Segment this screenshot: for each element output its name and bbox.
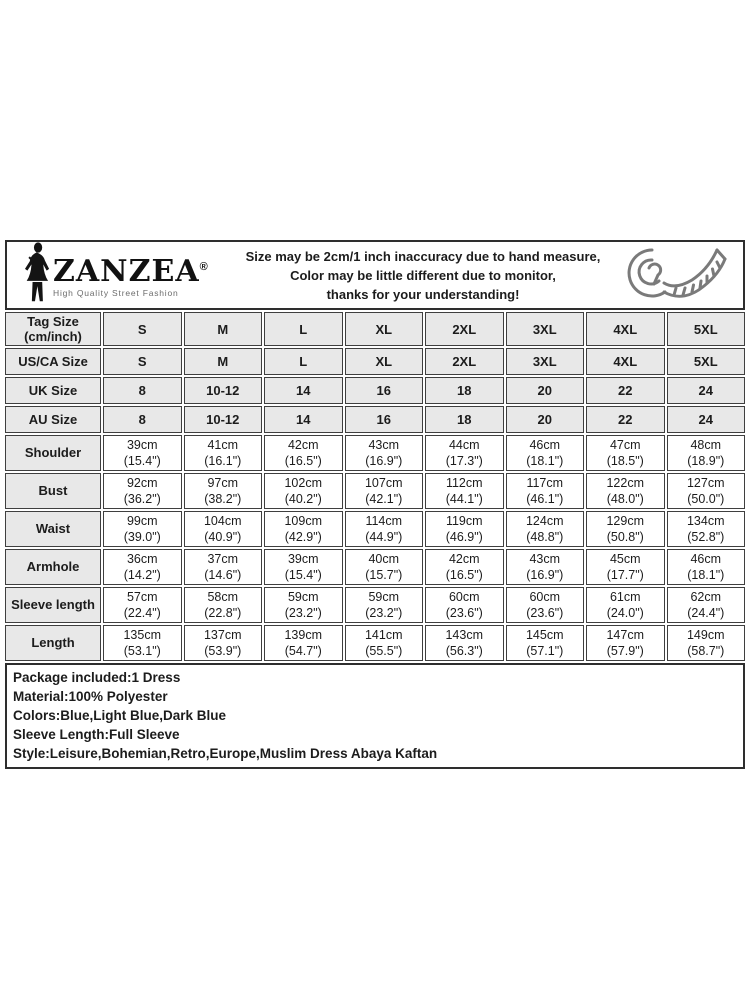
size-cell: XL: [345, 348, 424, 375]
brand-tagline: High Quality Street Fashion: [53, 288, 179, 298]
size-cell: S: [103, 312, 182, 346]
measure-cell: 61cm (24.0"): [586, 587, 665, 623]
measure-cell: 143cm (56.3"): [425, 625, 504, 661]
size-cell: 22: [586, 377, 665, 404]
table-row: [5, 377, 745, 404]
measure-cell: 45cm (17.7"): [586, 549, 665, 585]
size-cell: 16: [345, 406, 424, 433]
size-cell: 14: [264, 406, 343, 433]
measure-cell: 59cm (23.2"): [264, 587, 343, 623]
size-cell: 14: [264, 377, 343, 404]
row-label: Bust: [5, 473, 101, 509]
measure-cell: 42cm (16.5"): [264, 435, 343, 471]
size-cell: 5XL: [667, 312, 746, 346]
size-cell: S: [103, 348, 182, 375]
header-box: [5, 240, 745, 310]
measure-cell: 112cm (44.1"): [425, 473, 504, 509]
table-row: [5, 435, 745, 471]
measure-cell: 40cm (15.7"): [345, 549, 424, 585]
table-row: [5, 348, 745, 375]
size-cell: 20: [506, 377, 585, 404]
size-cell: M: [184, 312, 263, 346]
size-disclaimer: [233, 247, 613, 304]
row-label: Waist: [5, 511, 101, 547]
row-label: AU Size: [5, 406, 101, 433]
size-cell: 8: [103, 406, 182, 433]
size-chart-content: [5, 240, 745, 769]
measure-cell: 127cm (50.0"): [667, 473, 746, 509]
measure-cell: 102cm (40.2"): [264, 473, 343, 509]
size-table: [5, 312, 745, 661]
measure-cell: 60cm (23.6"): [506, 587, 585, 623]
measure-cell: 109cm (42.9"): [264, 511, 343, 547]
measure-cell: 47cm (18.5"): [586, 435, 665, 471]
measure-cell: 119cm (46.9"): [425, 511, 504, 547]
size-cell: 10-12: [184, 377, 263, 404]
measure-cell: 141cm (55.5"): [345, 625, 424, 661]
measure-cell: 46cm (18.1"): [506, 435, 585, 471]
measure-cell: 39cm (15.4"): [103, 435, 182, 471]
measure-cell: 46cm (18.1"): [667, 549, 746, 585]
measure-cell: 122cm (48.0"): [586, 473, 665, 509]
measure-cell: 60cm (23.6"): [425, 587, 504, 623]
size-cell: 22: [586, 406, 665, 433]
measure-cell: 43cm (16.9"): [345, 435, 424, 471]
measure-cell: 129cm (50.8"): [586, 511, 665, 547]
footer-line: Style:Leisure,Bohemian,Retro,Europe,Muslim Dress Abaya Kaftan: [13, 746, 438, 761]
row-label: Tag Size (cm/inch): [5, 312, 101, 346]
measure-cell: 44cm (17.3"): [425, 435, 504, 471]
size-cell: 18: [425, 377, 504, 404]
size-cell: 8: [103, 377, 182, 404]
disclaimer-line: Color may be little different due to monitor,: [290, 267, 556, 283]
row-label: Sleeve length: [5, 587, 101, 623]
measure-cell: 39cm (15.4"): [264, 549, 343, 585]
measure-cell: 36cm (14.2"): [103, 549, 182, 585]
measure-cell: 124cm (48.8"): [506, 511, 585, 547]
table-row: [5, 511, 745, 547]
row-label: Length: [5, 625, 101, 661]
measure-cell: 149cm (58.7"): [667, 625, 746, 661]
measure-cell: 135cm (53.1"): [103, 625, 182, 661]
footer-box: [5, 663, 745, 769]
table-row: [5, 406, 745, 433]
size-cell: 20: [506, 406, 585, 433]
measure-cell: 58cm (22.8"): [184, 587, 263, 623]
measure-cell: 48cm (18.9"): [667, 435, 746, 471]
size-cell: 3XL: [506, 312, 585, 346]
measure-cell: 41cm (16.1"): [184, 435, 263, 471]
brand-text-block: [53, 252, 209, 298]
tape-measure-icon: [613, 246, 743, 304]
size-cell: 2XL: [425, 312, 504, 346]
measure-cell: 92cm (36.2"): [103, 473, 182, 509]
measure-cell: 139cm (54.7"): [264, 625, 343, 661]
measure-cell: 43cm (16.9"): [506, 549, 585, 585]
size-cell: 24: [667, 377, 746, 404]
size-cell: 16: [345, 377, 424, 404]
disclaimer-line: thanks for your understanding!: [326, 286, 520, 302]
row-label: US/CA Size: [5, 348, 101, 375]
size-cell: M: [184, 348, 263, 375]
measure-cell: 145cm (57.1"): [506, 625, 585, 661]
size-cell: 3XL: [506, 348, 585, 375]
measure-cell: 104cm (40.9"): [184, 511, 263, 547]
disclaimer-line: Size may be 2cm/1 inch inaccuracy due to hand measure,: [245, 248, 601, 264]
table-row: [5, 312, 745, 346]
woman-silhouette-icon: [21, 242, 51, 309]
registered-mark: ®: [199, 261, 209, 273]
size-cell: XL: [345, 312, 424, 346]
row-label: Shoulder: [5, 435, 101, 471]
table-row: [5, 587, 745, 623]
footer-line: Material:100% Polyester: [13, 689, 168, 704]
size-cell: 24: [667, 406, 746, 433]
size-cell: L: [264, 348, 343, 375]
measure-cell: 97cm (38.2"): [184, 473, 263, 509]
brand-name: ZANZEA®: [53, 254, 209, 289]
measure-cell: 57cm (22.4"): [103, 587, 182, 623]
size-cell: 4XL: [586, 312, 665, 346]
measure-cell: 134cm (52.8"): [667, 511, 746, 547]
size-cell: 2XL: [425, 348, 504, 375]
measure-cell: 147cm (57.9"): [586, 625, 665, 661]
measure-cell: 117cm (46.1"): [506, 473, 585, 509]
row-label: UK Size: [5, 377, 101, 404]
measure-cell: 114cm (44.9"): [345, 511, 424, 547]
size-cell: 10-12: [184, 406, 263, 433]
measure-cell: 99cm (39.0"): [103, 511, 182, 547]
table-row: [5, 625, 745, 661]
measure-cell: 137cm (53.9"): [184, 625, 263, 661]
size-cell: 5XL: [667, 348, 746, 375]
measure-cell: 62cm (24.4"): [667, 587, 746, 623]
table-row: [5, 549, 745, 585]
size-cell: 18: [425, 406, 504, 433]
size-cell: L: [264, 312, 343, 346]
footer-line: Sleeve Length:Full Sleeve: [13, 727, 180, 742]
row-label: Armhole: [5, 549, 101, 585]
measure-cell: 37cm (14.6"): [184, 549, 263, 585]
footer-line: Package included:1 Dress: [13, 670, 181, 685]
table-row: [5, 473, 745, 509]
measure-cell: 59cm (23.2"): [345, 587, 424, 623]
measure-cell: 42cm (16.5"): [425, 549, 504, 585]
size-cell: 4XL: [586, 348, 665, 375]
brand-logo: [7, 242, 233, 309]
measure-cell: 107cm (42.1"): [345, 473, 424, 509]
footer-line: Colors:Blue,Light Blue,Dark Blue: [13, 708, 227, 723]
